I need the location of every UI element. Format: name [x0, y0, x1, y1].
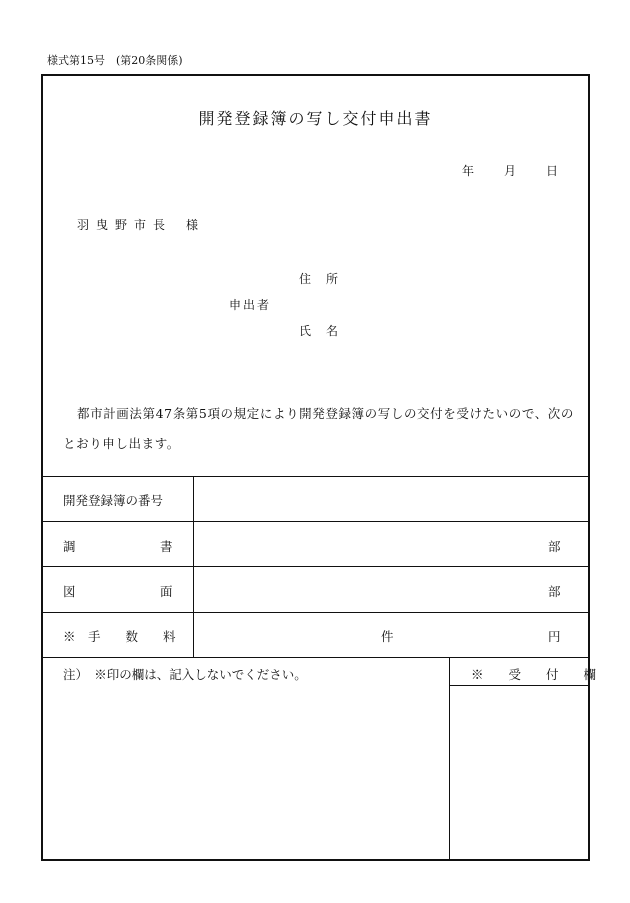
registry-number-field[interactable] — [195, 477, 587, 520]
form-number: 様式第15号 (第20条関係) — [47, 54, 183, 67]
document-copies-unit: 部 — [548, 539, 561, 554]
date-month-label: 月 — [504, 164, 517, 178]
form-title: 開発登録簿の写し交付申出書 — [198, 109, 433, 128]
date-year-label: 年 — [462, 164, 475, 178]
fee-label: ※ 手 数 料 — [63, 629, 176, 644]
drawing-label-left: 図 — [63, 584, 76, 599]
addressee-name: 羽曳野市長 — [77, 218, 173, 232]
drawing-label-right: 面 — [160, 584, 173, 599]
addressee — [77, 216, 205, 233]
reception-label: ※ 受 付 欄 — [471, 667, 597, 682]
drawing-copies-field[interactable] — [195, 567, 587, 611]
date-day-label: 日 — [546, 164, 559, 178]
addressee-honorific: 様 — [186, 218, 206, 232]
applicant-label: 申出者 — [229, 298, 272, 312]
row-divider — [43, 657, 588, 658]
reception-column-divider — [449, 657, 450, 859]
column-divider — [193, 476, 194, 657]
fee-amount-unit: 円 — [548, 629, 561, 644]
request-statement: 都市計画法第47条第5項の規定により開発登録簿の写しの交付を受けたいので、次のとおり申し出ます。 — [63, 406, 575, 451]
document-copies-field[interactable] — [195, 522, 587, 565]
document-label-right: 書 — [160, 539, 173, 554]
document-label-left: 調 — [63, 539, 76, 554]
reception-field — [451, 687, 587, 859]
application-form — [41, 74, 597, 861]
reception-header-divider — [449, 685, 588, 686]
registry-number-label: 開発登録簿の番号 — [63, 493, 164, 508]
address-label: 住所 — [299, 272, 354, 286]
note-text: 注） ※印の欄は、記入しないでください。 — [63, 667, 307, 682]
fee-count-unit: 件 — [381, 629, 394, 644]
name-label: 氏名 — [299, 324, 354, 338]
drawing-copies-unit: 部 — [548, 584, 561, 599]
